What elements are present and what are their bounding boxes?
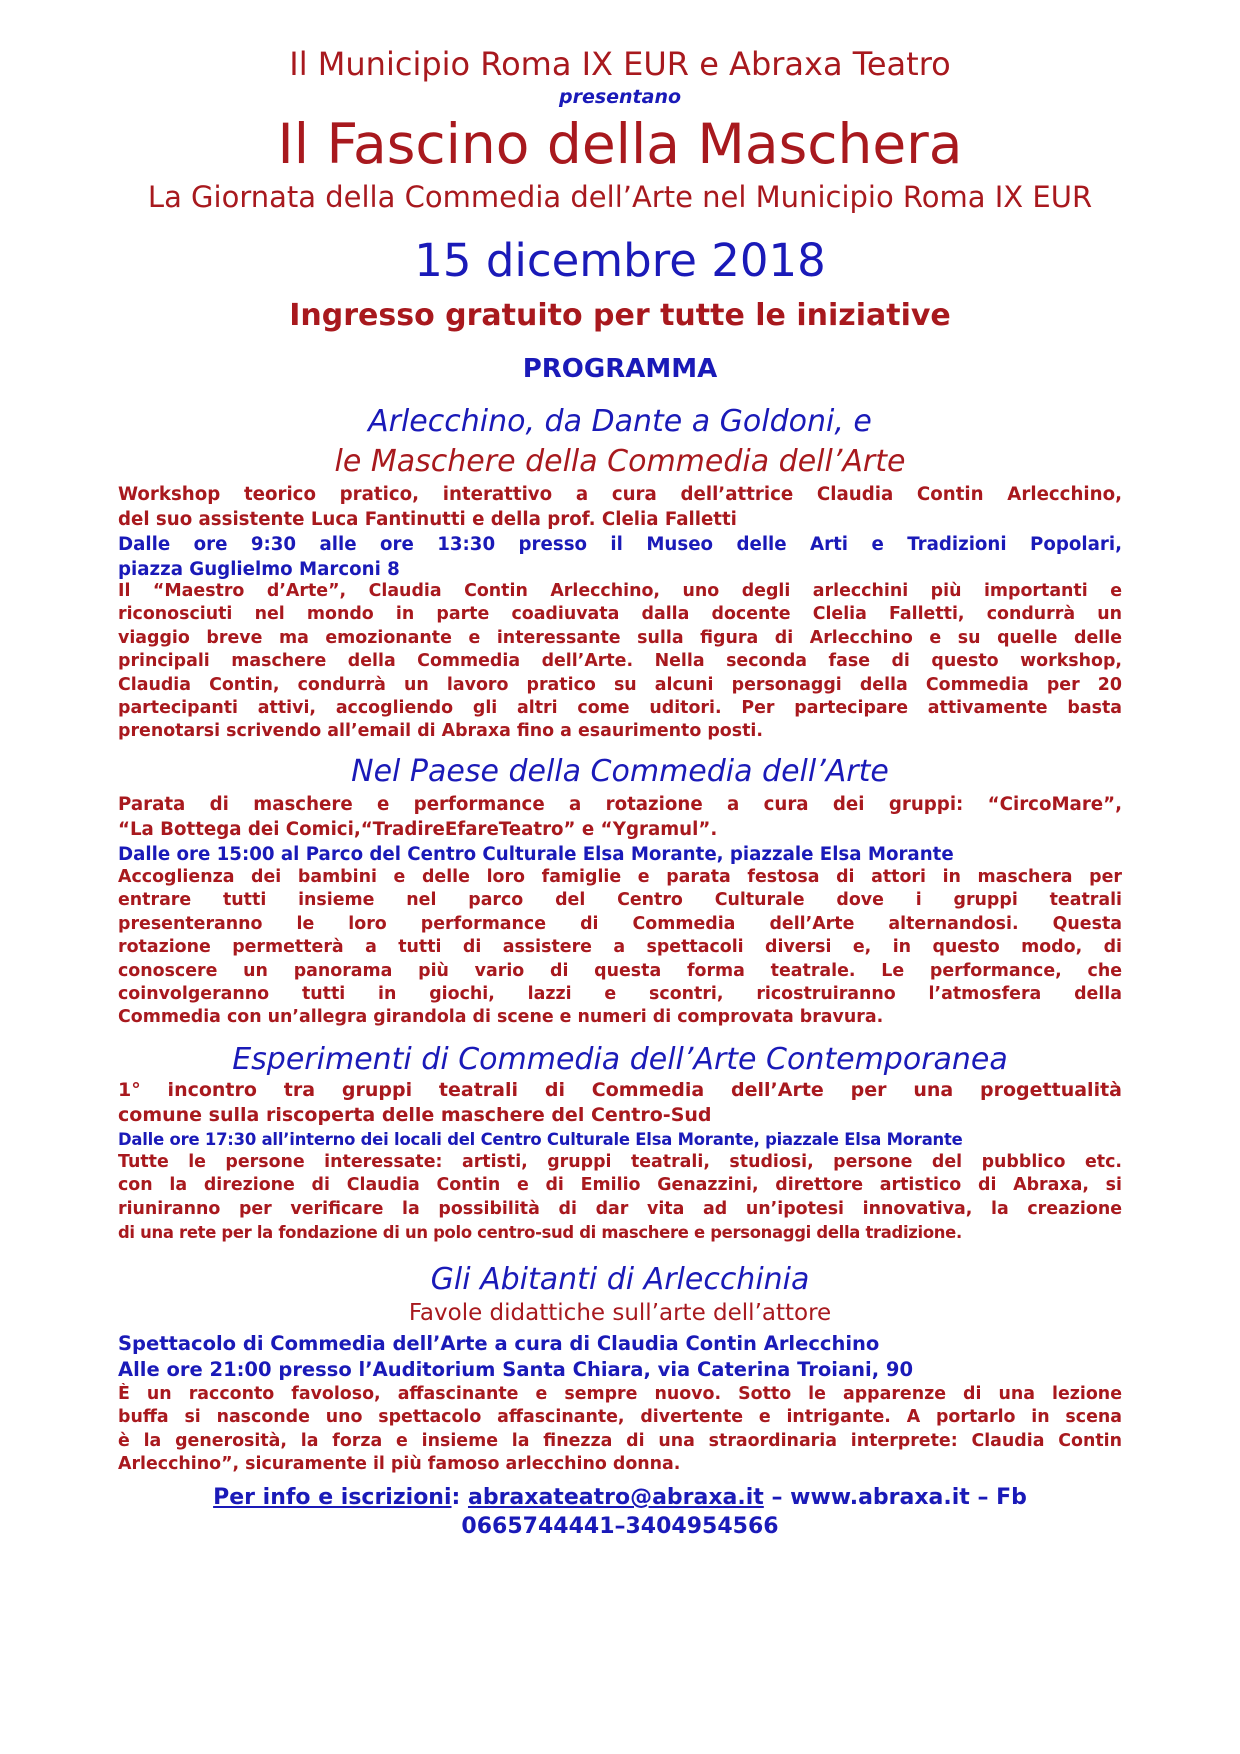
presenters-line: Il Municipio Roma IX EUR e Abraxa Teatro xyxy=(289,45,951,83)
section-2-intro: Parata di maschere e performance a rotazione a cura dei gruppi: “CircoMare”, “La Bottega dei Comici,“TradireEfareTeatro” e “Ygramul”. xyxy=(118,794,1122,841)
section-1-title-line-1: Arlecchino, da Dante a Goldoni, e xyxy=(368,404,872,439)
section-3-title: Esperimenti di Commedia dell’Arte Contemporanea xyxy=(232,1042,1008,1077)
section-4-when: Spettacolo di Commedia dell’Arte a cura di Claudia Contin Arlecchino Alle ore 21:00 presso l’Auditorium Santa Chiara, via Caterina Troiani, 90 xyxy=(118,1332,914,1381)
website-and-facebook[interactable]: – www.abraxa.it – Fb xyxy=(763,1485,1027,1510)
section-4-subtitle: Favole didattiche sull’arte dell’attore xyxy=(408,1300,832,1326)
email-link[interactable]: abraxateatro@abraxa.it xyxy=(467,1485,764,1510)
section-3-body: Tutte le persone interessate: artisti, gruppi teatrali, studiosi, persone del pubblico etc. con la direzione di Claudia Contin e di Emilio Genazzini, direttore artistico di Abraxa, si riuniranno per verificare la possibilità di dar vita ad un’ipotesi innovativa, la creazione di una rete per la fondazione di un polo centro-sud di maschere e personaggi della tradizione. xyxy=(118,1152,1122,1243)
section-1-body: Il “Maestro d’Arte”, Claudia Contin Arlecchino, uno degli arlecchini più importanti e riconosciuti nel mondo in parte coadiuvata dalla docente Clelia Falletti, condurrà un viaggio breve ma emozionante e interessante sulla figura di Arlecchino e su quelle delle principali maschere della Commedia dell’Arte. Nella seconda fase di questo workshop, Claudia Contin, condurrà un lavoro pratico su alcuni personaggi della Commedia per 20 partecipanti attivi, accogliendo gli altri come uditori. Per partecipare attivamente basta prenotarsi scrivendo all’email di Abraxa fino a esaurimento posti. xyxy=(118,581,1122,742)
section-2-when: Dalle ore 15:00 al Parco del Centro Culturale Elsa Morante, piazzale Elsa Morante xyxy=(118,844,954,865)
section-2-title: Nel Paese della Commedia dell’Arte xyxy=(351,754,889,789)
event-title: Il Fascino della Maschera xyxy=(277,112,963,176)
footer-phones: 0665744441–3404954566 xyxy=(461,1514,779,1539)
event-subtitle: La Giornata della Commedia dell’Arte nel Municipio Roma IX EUR xyxy=(147,180,1093,214)
section-1-when: Dalle ore 9:30 alle ore 13:30 presso il Museo delle Arti e Tradizioni Popolari, piazza Guglielmo Marconi 8 xyxy=(118,534,1122,581)
section-3-intro: 1° incontro tra gruppi teatrali di Commedia dell’Arte per una progettualità comune sulla riscoperta delle maschere del Centro-Sud xyxy=(118,1079,1122,1127)
info-label: Per info e iscrizioni xyxy=(213,1485,452,1510)
section-1-intro: Workshop teorico pratico, interattivo a cura dell’attrice Claudia Contin Arlecchino, del suo assistente Luca Fantinutti e della prof. Clelia Falletti xyxy=(118,484,1122,531)
section-4-body: È un racconto favoloso, affascinante e sempre nuovo. Sotto le apparenze di una lezione buffa si nasconde uno spettacolo affascinante, divertente e intrigante. A portarlo in scena è la generosità, la forza e insieme la finezza di una straordinaria interprete: Claudia Contin Arlecchino”, sicuramente il più famoso arlecchino donna. xyxy=(118,1384,1122,1475)
footer-contacts: Per info e iscrizioni: abraxateatro@abraxa.it – www.abraxa.it – Fb xyxy=(213,1485,1027,1510)
free-entry-notice: Ingresso gratuito per tutte le iniziative xyxy=(289,298,951,333)
section-4-title: Gli Abitanti di Arlecchinia xyxy=(430,1262,810,1297)
section-1-title-line-2: le Maschere della Commedia dell’Arte xyxy=(334,444,906,479)
event-date: 15 dicembre 2018 xyxy=(414,234,826,287)
programme-heading: PROGRAMMA xyxy=(522,354,718,384)
presentano-label: presentano xyxy=(558,86,682,108)
section-3-when: Dalle ore 17:30 all’interno dei locali del Centro Culturale Elsa Morante, piazzale Elsa Morante xyxy=(118,1130,963,1149)
section-2-body: Accoglienza dei bambini e delle loro famiglie e parata festosa di attori in maschera per entrare tutti insieme nel parco del Centro Culturale dove i gruppi teatrali presenteranno le loro performance di Commedia dell’Arte alternandosi. Questa rotazione permetterà a tutti di assistere a spettacoli diversi e, in questo modo, di conoscere un panorama più vario di questa forma teatrale. Le performance, che coinvolgeranno tutti in giochi, lazzi e scontri, ricostruiranno l’atmosfera della Commedia con un’allegra girandola di scene e numeri di comprovata bravura. xyxy=(118,867,1122,1028)
